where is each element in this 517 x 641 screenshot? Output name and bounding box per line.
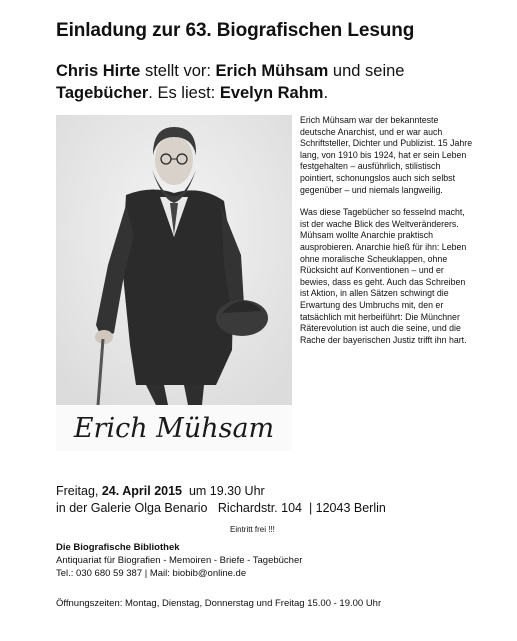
headline-end: . [323, 84, 329, 102]
reader-name: Evelyn Rahm [219, 84, 324, 102]
event-date: 24. April 2015 [101, 484, 182, 498]
subject-name: Erich Mühsam [215, 62, 329, 80]
event-venue: in der Galerie Olga Benario [56, 501, 208, 515]
and-text: und seine [328, 62, 405, 80]
event-city: | 12043 Berlin [308, 501, 386, 515]
organization-tagline: Antiquariat für Biografien - Memoiren - Briefe - Tagebücher [56, 555, 303, 566]
reader-text: . Es liest: [148, 84, 220, 102]
presents-text: stellt vor: [140, 62, 216, 80]
event-time: um 19.30 Uhr [188, 484, 265, 498]
bio-paragraph-1: Erich Mühsam war der bekannteste deutsche Anarchist, und er war auch Schriftsteller, Dichter und Publizist. 15 Jahre lang, von 1910 bis 1924, hat er sein Leben festgehalten – ausführlich, stilistisch pointiert, schonungslos auch sich selbst gegenüber – und niemals langweilig. [300, 115, 473, 195]
portrait-photo [56, 115, 292, 451]
event-day: Freitag, [56, 484, 102, 498]
organization-block [56, 541, 476, 580]
organization-name: Die Biografische Bibliothek [56, 542, 180, 553]
bio-paragraph-2: Was diese Tagebücher so fesselnd macht, ist der wache Blick des Weltveränderers. Mühsam wollte Anarchie praktisch ausprobieren. Anarchie hieß für ihn: Leben ohne moralische Scheuklappen, ohne Rücksicht auf Konventionen – und er bewies, dass es geht. Auch das Schreiben ist Aktion, in allen Sätzen schwingt die Erwartung des Umbruchs mit, den er tatsächlich mit herbeiführt: Die Münchner Räterevolution ist auch die seine, und die Rache der bayerischen Justiz trifft ihn hart. [300, 207, 467, 345]
work-title: Tagebücher [56, 84, 149, 102]
signature-text: Erich Mühsam [73, 413, 275, 444]
headline [56, 60, 476, 104]
admission-note: Eintritt frei !!! [230, 525, 275, 534]
organization-contact: Tel.: 030 680 59 387 | Mail: biobib@online.de [56, 568, 247, 579]
event-address: Richardstr. 104 [217, 501, 302, 515]
page-title: Einladung zur 63. Biografischen Lesung [56, 20, 415, 41]
event-details [56, 483, 476, 517]
presenter-name: Chris Hirte [56, 62, 141, 80]
biography-text [300, 115, 475, 357]
opening-hours: Öffnungszeiten: Montag, Dienstag, Donnerstag und Freitag 15.00 - 19.00 Uhr [56, 598, 382, 609]
